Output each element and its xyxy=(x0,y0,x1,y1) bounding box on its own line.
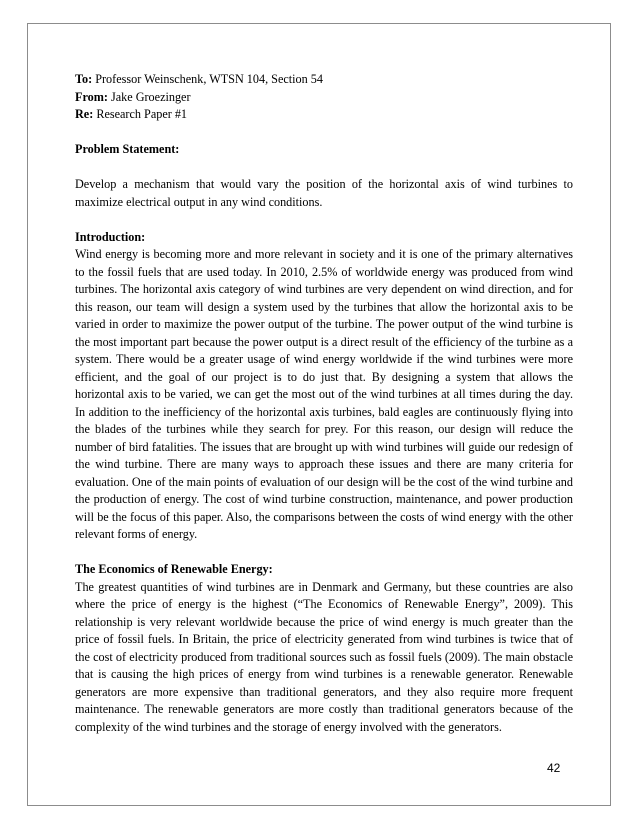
introduction-heading: Introduction: xyxy=(75,229,146,244)
memo-from-value: Jake Groezinger xyxy=(107,89,191,104)
problem-statement-heading: Problem Statement: xyxy=(75,142,180,156)
memo-to-line xyxy=(75,71,573,89)
memo-to-label: To: xyxy=(75,72,93,86)
problem-statement-paragraph: Develop a mechanism that would vary the position of the horizontal axis of wind turbines to maximize electrical output in any wind conditions. xyxy=(75,177,573,209)
memo-to-value: Professor Weinschenk, WTSN 104, Section 54 xyxy=(92,72,323,86)
memo-re-line xyxy=(75,106,573,124)
memo-from-label: From: xyxy=(75,89,108,104)
memo-re-value: Research Paper #1 xyxy=(93,107,188,121)
introduction-paragraph: Wind energy is becoming more and more relevant in society and it is one of the primary alternatives to the fossil fuels that are used today. In 2010, 2.5% of worldwide energy was produced from wind turbines. The horizontal axis category of wind turbines are very dependent on wind direction, and for this reason, our team will design a system used by the turbines that allow the horizontal axis to be varied in order to maximize the power output of the turbine. The power output of the wind turbine is the most important part because the power output is a direct result of the efficiency of the turbine as a system. There would be a greater usage of wind energy worldwide if the wind turbines were more efficient, and the goal of our project is to do just that. By designing a system that allows the horizontal axis to be varied, we can get the most out of the wind turbines at all times during the day. In addition to the inefficiency of the horizontal axis turbines, bald eagles are continuously flying into the blades of the turbines while they search for prey. For this reason, our design will reduce the number of bird fatalities. The issues that are brought up with wind turbines will guide our redesign of the wind turbine. There are many ways to approach these issues and there are many criteria for evaluation. One of the main points of evaluation of our design will be the cost of the wind turbine and the production of energy. The cost of wind turbine construction, maintenance, and power production will be the focus of this paper. Also, the comparisons between the costs of wind energy with the other relevant forms of energy. xyxy=(75,247,573,541)
page-number: 42 xyxy=(547,761,561,775)
economics-paragraph: The greatest quantities of wind turbines are in Denmark and Germany, but these countries are also where the price of energy is the highest (“The Economics of Renewable Energy”, 2009). This relationship is very relevant worldwide because the price of wind energy is much greater than the price of fossil fuels. In Britain, the price of electricity generated from wind turbines is twice that of the cost of electricity produced from traditional sources such as fossil fuels (2009). The main obstacle that is causing the high prices of energy from wind turbines is a renewable generator. Renewable generators are more expensive than traditional generators, and they also require more frequent maintenance. The renewable generators are more costly than traditional generators because of the complexity of the wind turbines and the storage of energy involved with the generators. xyxy=(75,579,573,734)
economics-heading: The Economics of Renewable Energy: xyxy=(75,562,273,576)
memo-re-label: Re: xyxy=(75,107,94,121)
memo-from-line xyxy=(75,89,573,107)
document-body xyxy=(75,71,573,736)
